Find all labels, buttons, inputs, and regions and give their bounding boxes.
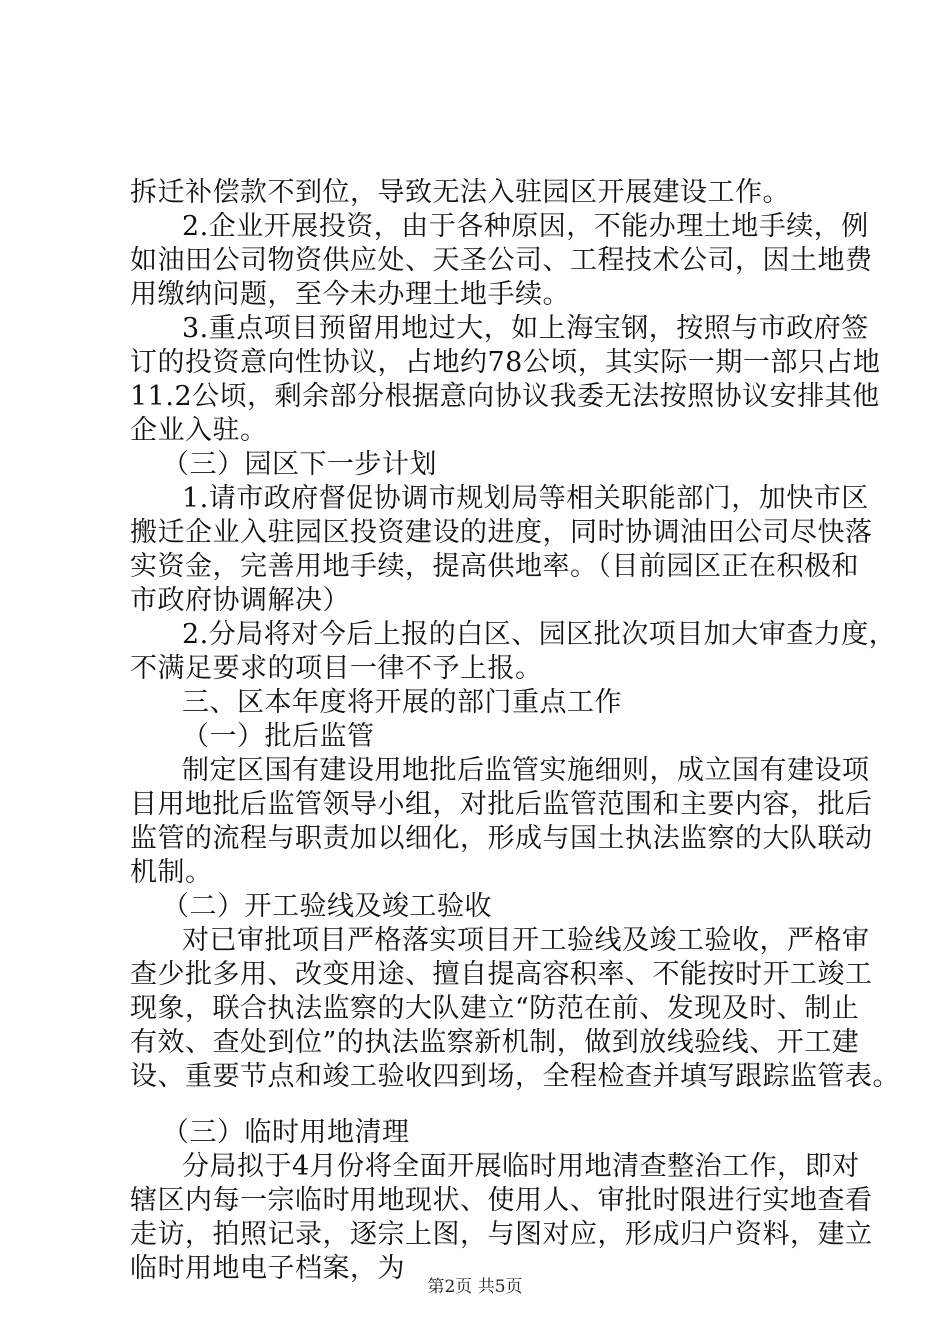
body-line: 机制。 bbox=[130, 857, 213, 888]
section-heading: （二）开工验线及竣工验收 bbox=[162, 891, 492, 922]
body-line: 辖区内每一宗临时用地现状、使用人、审批时限进行实地查看 bbox=[130, 1185, 873, 1216]
body-line: 查少批多用、改变用途、擅自提高容积率、不能按时开工竣工 bbox=[130, 959, 873, 990]
body-line: 现象，联合执法监察的大队建立“防范在前、发现及时、制止 bbox=[130, 993, 860, 1024]
section-heading: （一）批后监管 bbox=[182, 721, 375, 752]
body-line: 如油田公司物资供应处、天圣公司、工程技术公司，因土地费 bbox=[130, 245, 873, 276]
body-line: 1.请市政府督促协调市规划局等相关职能部门，加快市区 bbox=[182, 483, 869, 514]
body-line: 拆迁补偿款不到位，导致无法入驻园区开展建设工作。 bbox=[130, 177, 790, 208]
body-line: 2.企业开展投资，由于各种原因，不能办理土地手续，例 bbox=[182, 211, 869, 242]
body-line: 监管的流程与职责加以细化，形成与国土执法监察的大队联动 bbox=[130, 823, 873, 854]
body-line: 设、重要节点和竣工验收四到场，全程检查并填写跟踪监管表。 bbox=[130, 1061, 900, 1092]
body-line: 走访，拍照记录，逐宗上图，与图对应，形成归户资料，建立 bbox=[130, 1219, 873, 1250]
section-heading: （三）园区下一步计划 bbox=[162, 449, 437, 480]
section-heading: 三、区本年度将开展的部门重点工作 bbox=[182, 687, 622, 718]
body-line: 用缴纳问题，至今未办理土地手续。 bbox=[130, 279, 570, 310]
body-line: 分局拟于4月份将全面开展临时用地清查整治工作，即对 bbox=[182, 1151, 860, 1182]
page-number-footer: 第2页 共5页 bbox=[427, 1277, 523, 1297]
body-line: 3.重点项目预留用地过大，如上海宝钢，按照与市政府签 bbox=[182, 313, 869, 344]
body-line: 市政府协调解决） bbox=[130, 585, 350, 616]
body-line: 11.2公顷，剩余部分根据意向协议我委无法按照协议安排其他 bbox=[130, 381, 880, 412]
body-line: 2.分局将对今后上报的白区、园区批次项目加大审查力度， bbox=[182, 619, 897, 650]
body-line: 实资金，完善用地手续，提高供地率。（目前园区正在积极和 bbox=[130, 551, 859, 582]
section-heading: （三）临时用地清理 bbox=[162, 1117, 410, 1148]
body-line: 企业入驻。 bbox=[130, 415, 268, 446]
body-line: 有效、查处到位”的执法监察新机制，做到放线验线、开工建 bbox=[130, 1027, 860, 1058]
body-line: 订的投资意向性协议，占地约78公顷，其实际一期一部只占地 bbox=[130, 347, 881, 378]
body-line: 目用地批后监管领导小组，对批后监管范围和主要内容，批后 bbox=[130, 789, 873, 820]
body-line: 不满足要求的项目一律不予上报。 bbox=[130, 653, 543, 684]
body-line: 制定区国有建设用地批后监管实施细则，成立国有建设项 bbox=[182, 755, 870, 786]
body-line: 对已审批项目严格落实项目开工验线及竣工验收，严格审 bbox=[182, 925, 870, 956]
body-line: 搬迁企业入驻园区投资建设的进度，同时协调油田公司尽快落 bbox=[130, 517, 873, 548]
body-line: 临时用地电子档案，为 bbox=[130, 1253, 405, 1284]
